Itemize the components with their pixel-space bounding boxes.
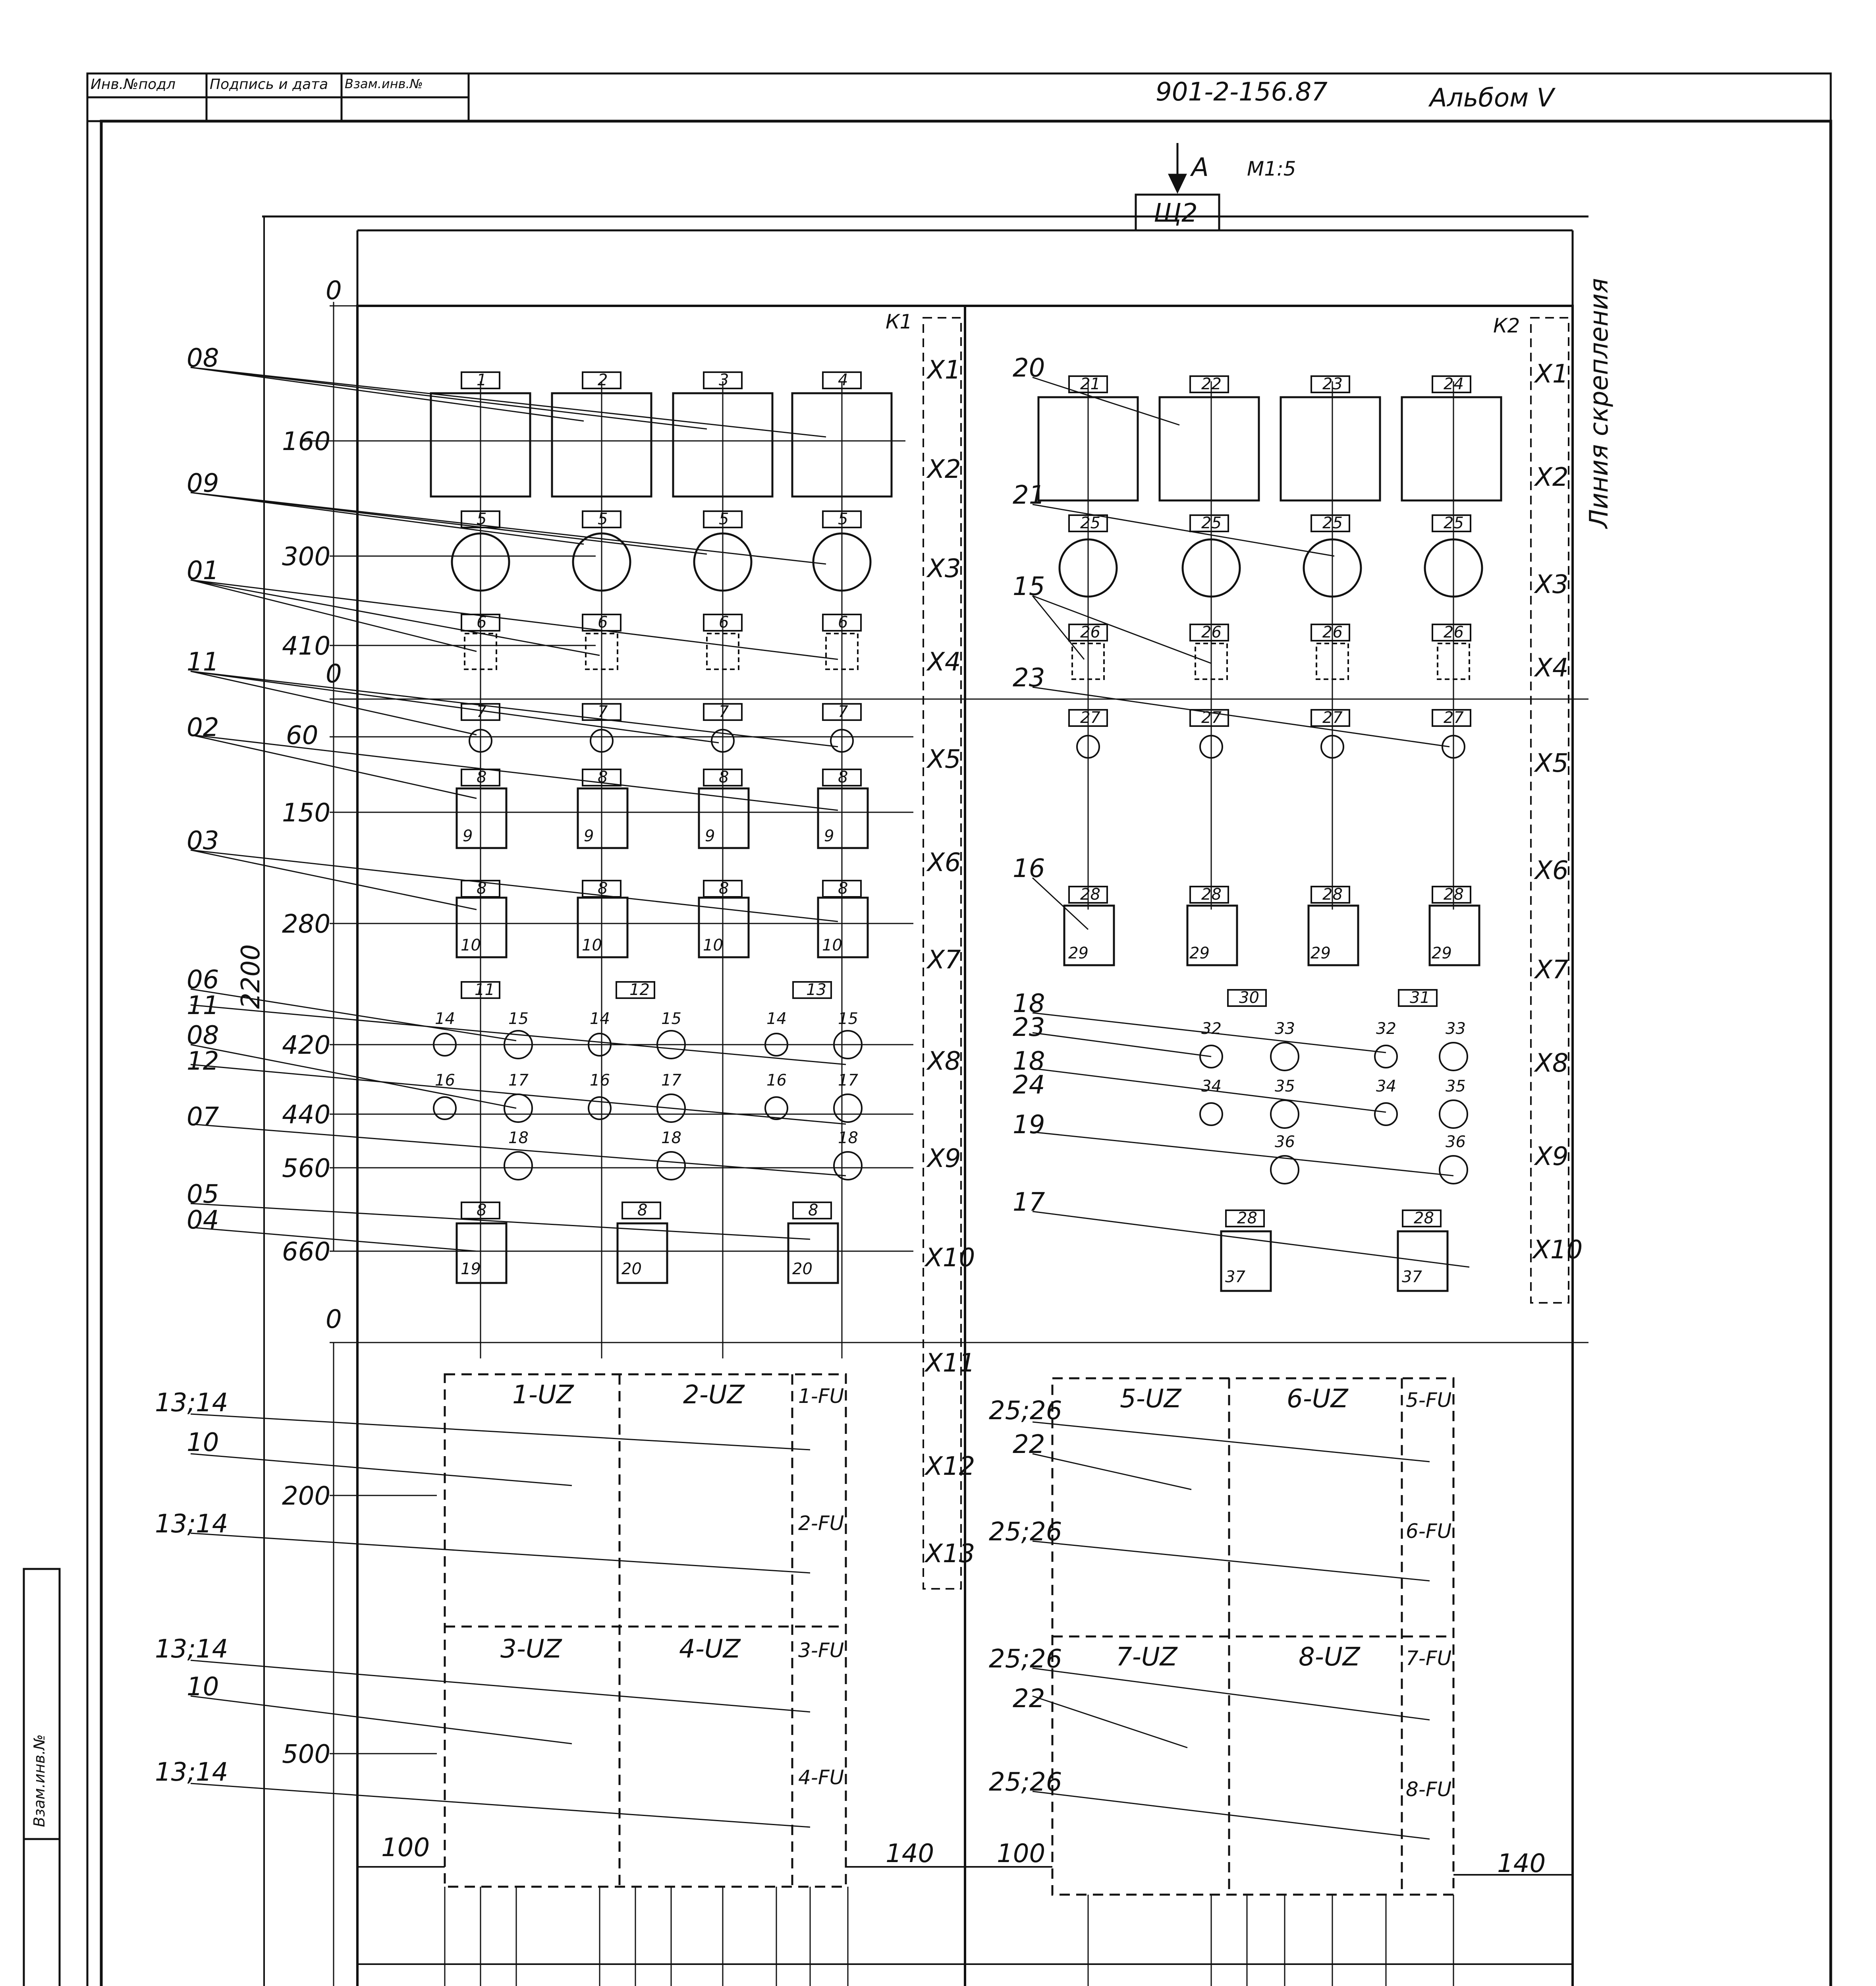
pos-tag: 14 <box>766 1010 787 1028</box>
pos-tag: 35 <box>1446 1077 1466 1095</box>
callout: 13;14 <box>155 1509 228 1539</box>
terminal-block-label: Х5 <box>1535 749 1569 778</box>
terminal-block-label: Х4 <box>927 647 961 677</box>
terminal-block-label: Х3 <box>927 554 961 583</box>
terminal-block-label: Х9 <box>927 1144 961 1173</box>
terminal-block-label: Х10 <box>1533 1235 1583 1265</box>
pos-tag: 17 <box>661 1071 681 1090</box>
terminal-block-label: Х7 <box>927 945 961 975</box>
pos-tag: 8 <box>477 1201 487 1219</box>
callout: 13;14 <box>155 1634 228 1664</box>
pos-tag: 8 <box>477 768 487 786</box>
dim-label: 660 <box>282 1237 331 1267</box>
pos-tag: 37 <box>1225 1268 1245 1286</box>
stamp-vzam-inv: Взам.инв.№ <box>345 76 423 91</box>
pos-tag: 8 <box>598 879 608 898</box>
gap-dim: 100 <box>997 1839 1046 1868</box>
panel2-frame <box>965 306 1573 1986</box>
pos-tag: 15 <box>508 1010 529 1028</box>
pos-tag: 3 <box>719 371 729 389</box>
callout: 07 <box>187 1102 219 1132</box>
pos-tag: 9 <box>705 827 715 845</box>
group-tag: 31 <box>1410 989 1430 1007</box>
callout: 05 <box>187 1180 219 1209</box>
gap-dim: 140 <box>1497 1849 1546 1878</box>
callout: 09 <box>187 469 219 498</box>
terminal-block-label: Х2 <box>927 455 961 484</box>
pos-tag: 9 <box>584 827 594 845</box>
callout: 25;26 <box>989 1768 1062 1797</box>
pos-tag: 33 <box>1275 1020 1295 1038</box>
terminal-block-label: Х6 <box>927 848 961 877</box>
block-label: 8-FU <box>1406 1778 1452 1801</box>
block-label: 1-FU <box>798 1385 844 1408</box>
dim-label: 500 <box>282 1740 331 1769</box>
terminal-block-label: Х4 <box>1535 653 1569 683</box>
pos-tag: 32 <box>1201 1020 1222 1038</box>
dim-label: 440 <box>282 1100 331 1130</box>
terminal-block-label: Х7 <box>1535 955 1569 985</box>
block-label: 3-UZ <box>500 1634 562 1664</box>
pos-tag: 28 <box>1080 885 1100 904</box>
pos-tag: 22 <box>1201 375 1222 393</box>
callout: 19 <box>1013 1110 1045 1140</box>
pos-tag: 10 <box>461 936 481 954</box>
terminal-block-label: Х1 <box>927 355 961 385</box>
pos-tag: 27 <box>1201 709 1222 727</box>
callout: 15 <box>1013 572 1045 601</box>
callout: 10 <box>187 1428 219 1457</box>
pos-tag: 29 <box>1068 944 1089 962</box>
pos-tag: 26 <box>1201 623 1222 641</box>
callout: 18 <box>1013 1047 1045 1076</box>
callout: 11 <box>187 991 219 1020</box>
group-tag: 11 <box>475 981 495 999</box>
pos-tag: 2 <box>598 371 608 389</box>
pos-tag: 27 <box>1444 709 1464 727</box>
pos-tag: 18 <box>661 1129 681 1147</box>
pos-tag: 25 <box>1444 514 1464 532</box>
pos-tag: 10 <box>582 936 602 954</box>
block-label: 8-UZ <box>1299 1642 1360 1672</box>
pos-tag: 26 <box>1444 623 1464 641</box>
pos-tag: 16 <box>590 1071 610 1090</box>
callout: 20 <box>1013 354 1045 383</box>
pos-tag: 8 <box>838 768 848 786</box>
dim-label: 0 <box>326 1305 342 1334</box>
pos-tag: 9 <box>824 827 834 845</box>
terminal-block-label: Х1 <box>1535 359 1569 389</box>
pos-tag: 15 <box>661 1010 681 1028</box>
pos-tag: 5 <box>598 510 608 528</box>
pos-tag: 37 <box>1402 1268 1422 1286</box>
gap-dim: 100 <box>381 1833 430 1862</box>
callout: 24 <box>1013 1070 1045 1100</box>
pos-tag: 27 <box>1322 709 1343 727</box>
pos-tag: 6 <box>838 613 848 632</box>
view-label: А <box>1191 153 1209 182</box>
pos-tag: 24 <box>1444 375 1464 393</box>
album-label: Альбом V <box>1430 83 1554 113</box>
callout: 23 <box>1013 663 1045 693</box>
pos-tag: 5 <box>477 510 487 528</box>
pos-tag: 25 <box>1080 514 1100 532</box>
callout: 18 <box>1013 989 1045 1018</box>
pos-tag: 19 <box>461 1260 481 1278</box>
callout: 21 <box>1013 481 1045 510</box>
pos-tag: 1 <box>477 371 487 389</box>
callout: 25;26 <box>989 1396 1062 1426</box>
pos-tag: 29 <box>1432 944 1452 962</box>
pos-tag: 8 <box>637 1201 648 1219</box>
view-scale: М1:5 <box>1247 157 1296 180</box>
callout: 22 <box>1013 1430 1045 1459</box>
side-stamp-vzam-inv: Взам.инв.№ <box>31 1734 48 1827</box>
terminal-block-label: Х11 <box>925 1348 975 1378</box>
callout: 25;26 <box>989 1517 1062 1547</box>
gap-dim: 140 <box>886 1839 934 1868</box>
pos-tag: 28 <box>1414 1209 1434 1227</box>
pos-tag: 26 <box>1322 623 1343 641</box>
callout: 11 <box>187 647 219 677</box>
pos-tag: 34 <box>1201 1077 1222 1095</box>
pos-tag: 23 <box>1322 375 1343 393</box>
callout: 17 <box>1013 1188 1045 1217</box>
pos-tag: 8 <box>719 879 729 898</box>
callout: 25;26 <box>989 1644 1062 1674</box>
pos-tag: 6 <box>598 613 608 632</box>
pos-tag: 8 <box>808 1201 818 1219</box>
doc-code-top: 901-2-156.87 <box>1156 77 1328 107</box>
callout: 10 <box>187 1672 219 1702</box>
pos-tag: 17 <box>508 1071 529 1090</box>
pos-tag: 27 <box>1080 709 1100 727</box>
pos-tag: 20 <box>621 1260 642 1278</box>
dim-label: 0 <box>326 276 342 305</box>
terminal-block-label: Х9 <box>1535 1142 1569 1171</box>
pos-tag: 20 <box>792 1260 813 1278</box>
callout: 08 <box>187 1021 219 1050</box>
terminal-block-label: Х10 <box>925 1243 975 1273</box>
block-label: 6-UZ <box>1287 1384 1348 1414</box>
dim-label-total-height: 2200 <box>236 944 266 1009</box>
pos-tag: 6 <box>719 613 729 632</box>
panel-name: Щ2 <box>1154 199 1198 228</box>
pos-tag: 16 <box>435 1071 455 1090</box>
panel-k2-label: К2 <box>1493 314 1520 337</box>
block-label: 7-UZ <box>1116 1642 1177 1672</box>
pos-tag: 10 <box>703 936 723 954</box>
pos-tag: 8 <box>598 768 608 786</box>
pos-tag: 5 <box>719 510 729 528</box>
stamp-signature-date: Подпись и дата <box>210 76 328 93</box>
callout: 02 <box>187 713 219 742</box>
pos-tag: 26 <box>1080 623 1100 641</box>
terminal-block-label: Х3 <box>1535 570 1569 599</box>
pos-tag: 36 <box>1446 1133 1466 1151</box>
dim-label: 300 <box>282 542 331 572</box>
callout: 06 <box>187 965 219 995</box>
callout: 12 <box>187 1047 219 1076</box>
callout: 04 <box>187 1206 219 1235</box>
terminal-block-label: Х6 <box>1535 856 1569 885</box>
pos-tag: 7 <box>838 703 848 721</box>
terminal-block-label: Х2 <box>1535 463 1569 492</box>
panel-k1-label: К1 <box>886 310 913 333</box>
pos-tag: 7 <box>598 703 608 721</box>
pos-tag: 28 <box>1201 885 1222 904</box>
callout: 13;14 <box>155 1758 228 1787</box>
pos-tag: 35 <box>1275 1077 1295 1095</box>
dim-label: 160 <box>282 427 331 456</box>
pos-tag: 18 <box>838 1129 858 1147</box>
pos-tag: 36 <box>1275 1133 1295 1151</box>
pos-tag: 15 <box>838 1010 858 1028</box>
block-label: 5-FU <box>1406 1389 1452 1412</box>
dim-label: 420 <box>282 1031 331 1060</box>
terminal-block-label: Х13 <box>925 1539 975 1569</box>
stamp-inv-podl: Инв.№подл <box>91 76 176 93</box>
pos-tag: 21 <box>1080 375 1100 393</box>
pos-tag: 8 <box>838 879 848 898</box>
terminal-block-label: Х12 <box>925 1452 975 1481</box>
dim-label: 560 <box>282 1154 331 1183</box>
callout: 23 <box>1013 1013 1045 1042</box>
callout: 16 <box>1013 854 1045 883</box>
block-label: 4-FU <box>798 1766 844 1789</box>
pos-tag: 10 <box>822 936 842 954</box>
block-label: 5-UZ <box>1120 1384 1181 1414</box>
dim-label: 150 <box>282 798 331 828</box>
callout: 03 <box>187 826 219 856</box>
pos-tag: 28 <box>1322 885 1343 904</box>
pos-tag: 29 <box>1310 944 1331 962</box>
pos-tag: 14 <box>435 1010 455 1028</box>
dim-label: 410 <box>282 632 331 661</box>
block-label: 2-FU <box>798 1512 844 1535</box>
group-tag: 13 <box>806 981 826 999</box>
pos-tag: 33 <box>1446 1020 1466 1038</box>
group-tag: 12 <box>629 981 650 999</box>
pos-tag: 8 <box>719 768 729 786</box>
pos-tag: 7 <box>477 703 487 721</box>
terminal-block-label: Х8 <box>1535 1049 1569 1078</box>
pos-tag: 25 <box>1201 514 1222 532</box>
dim-label: 200 <box>282 1482 331 1511</box>
dim-label: 0 <box>326 659 342 689</box>
pos-tag: 18 <box>508 1129 529 1147</box>
dim-label: 280 <box>282 910 331 939</box>
dim-label: 60 <box>286 721 318 750</box>
callout: 01 <box>187 556 219 585</box>
pos-tag: 16 <box>766 1071 787 1090</box>
group-tag: 30 <box>1239 989 1259 1007</box>
block-label: 1-UZ <box>512 1380 574 1410</box>
block-label: 7-FU <box>1406 1647 1452 1670</box>
pos-tag: 4 <box>838 371 848 389</box>
pos-tag: 8 <box>477 879 487 898</box>
terminal-block-label: Х5 <box>927 745 961 774</box>
pos-tag: 6 <box>477 613 487 632</box>
pos-tag: 25 <box>1322 514 1343 532</box>
block-label: 6-FU <box>1406 1520 1452 1543</box>
pos-tag: 17 <box>838 1071 858 1090</box>
terminal-block-label: Х8 <box>927 1047 961 1076</box>
callout: 08 <box>187 344 219 373</box>
pos-tag: 28 <box>1237 1209 1257 1227</box>
block-label: 2-UZ <box>683 1380 745 1410</box>
pos-tag: 28 <box>1444 885 1464 904</box>
pos-tag: 29 <box>1189 944 1210 962</box>
callout: 22 <box>1013 1684 1045 1714</box>
pos-tag: 32 <box>1376 1020 1396 1038</box>
pos-tag: 14 <box>590 1010 610 1028</box>
pos-tag: 34 <box>1376 1077 1396 1095</box>
pos-tag: 5 <box>838 510 848 528</box>
joint-line-label: Линия скрепления <box>1585 278 1614 528</box>
callout: 13;14 <box>155 1388 228 1418</box>
block-label: 3-FU <box>798 1639 844 1662</box>
pos-tag: 7 <box>719 703 729 721</box>
block-label: 4-UZ <box>679 1634 741 1664</box>
pos-tag: 9 <box>463 827 473 845</box>
